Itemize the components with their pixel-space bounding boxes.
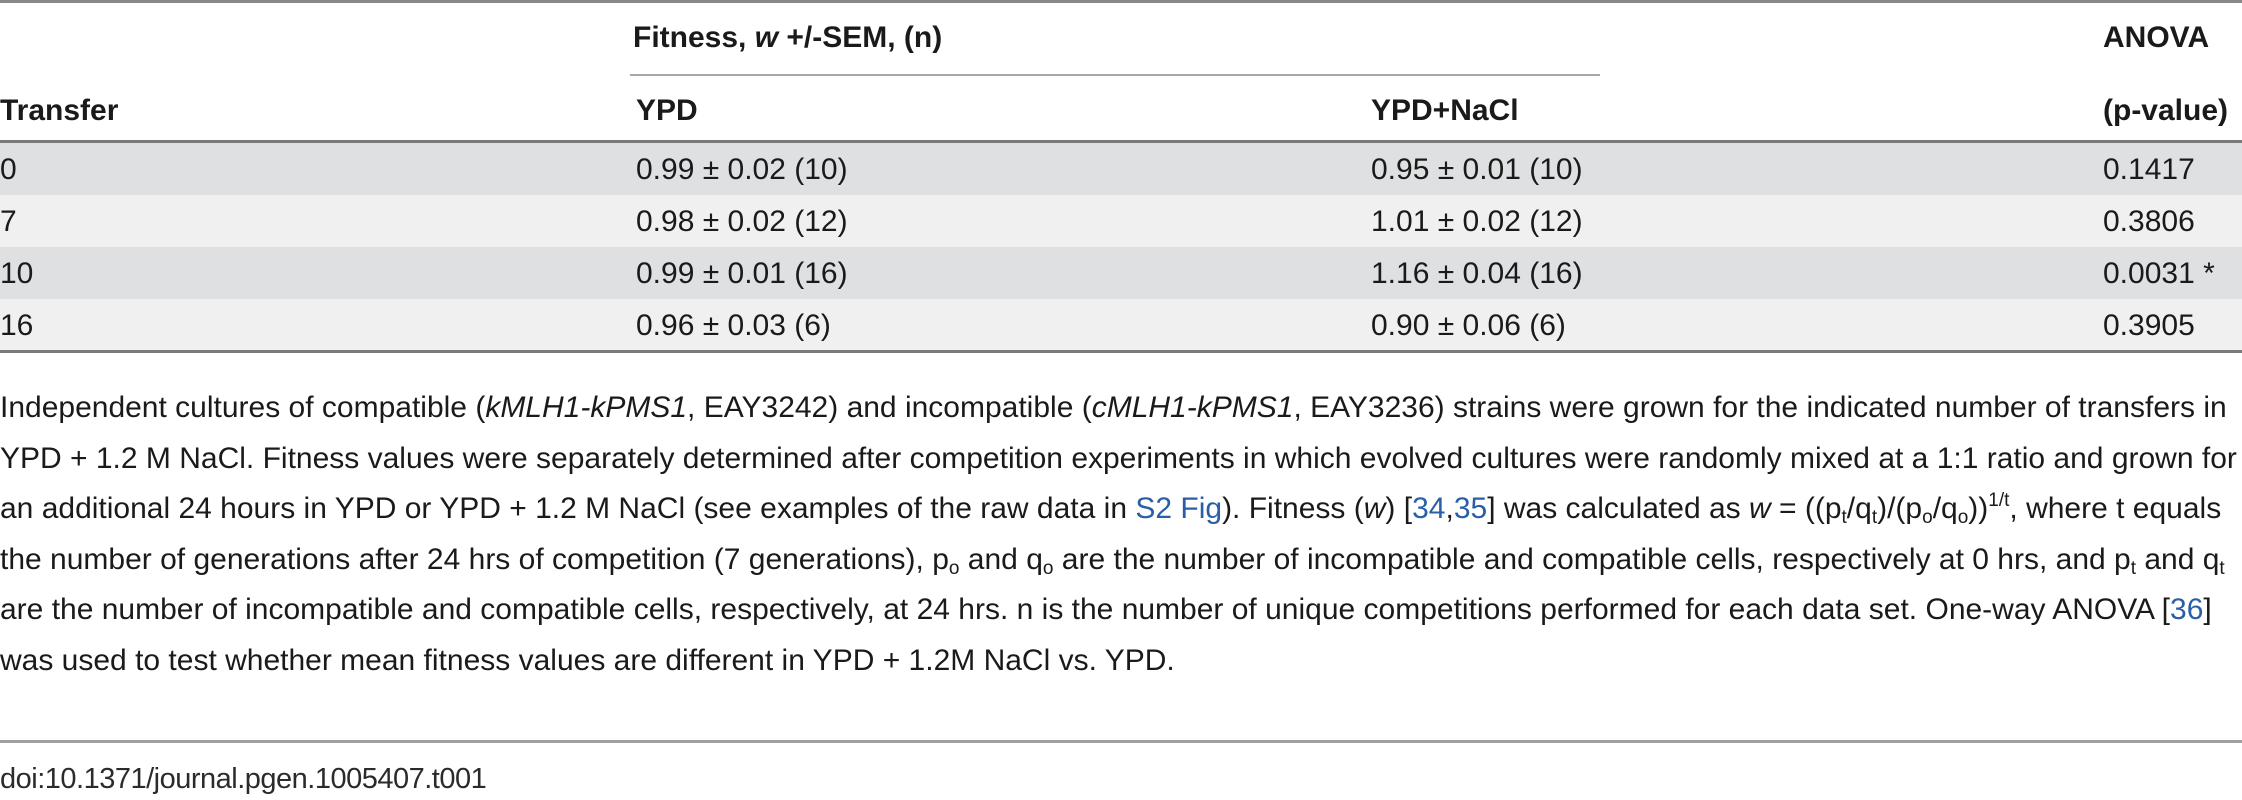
reference-36-link[interactable]: 36 <box>2170 593 2204 626</box>
table-bottom-rule <box>0 350 2242 353</box>
reference-34-link[interactable]: 34 <box>1412 492 1446 525</box>
ypd-nacl-cell: 1.01 ± 0.02 (12) <box>1371 205 1583 238</box>
fitness-group-underline <box>630 74 1600 76</box>
table-row <box>0 143 2242 195</box>
fitness-group-header: Fitness, w +/-SEM, (n) <box>633 21 943 54</box>
pvalue-cell: 0.0031 * <box>2103 257 2215 290</box>
footer-rule <box>0 740 2242 743</box>
ypd-cell: 0.96 ± 0.03 (6) <box>636 309 831 342</box>
transfer-cell: 0 <box>0 153 17 186</box>
doi-label: doi:10.1371/journal.pgen.1005407.t001 <box>0 763 487 795</box>
transfer-cell: 10 <box>0 257 34 290</box>
ypd-cell: 0.99 ± 0.01 (16) <box>636 257 848 290</box>
ypd-cell: 0.99 ± 0.02 (10) <box>636 153 848 186</box>
ypd-nacl-column-header: YPD+NaCl <box>1371 94 1519 127</box>
s2-fig-link[interactable]: S2 Fig <box>1135 492 1223 525</box>
transfer-cell: 7 <box>0 205 17 238</box>
pvalue-cell: 0.1417 <box>2103 153 2195 186</box>
ypd-column-header: YPD <box>636 94 698 127</box>
transfer-column-header: Transfer <box>0 94 119 127</box>
table-row <box>0 195 2242 247</box>
ypd-nacl-cell: 1.16 ± 0.04 (16) <box>1371 257 1583 290</box>
ypd-cell: 0.98 ± 0.02 (12) <box>636 205 848 238</box>
ypd-nacl-cell: 0.90 ± 0.06 (6) <box>1371 309 1566 342</box>
pvalue-cell: 0.3905 <box>2103 309 2195 342</box>
anova-header: ANOVA <box>2103 21 2210 54</box>
table-caption: Independent cultures of compatible (kMLH1-kPMS1, EAY3242) and incompatible (cMLH1-kPMS1, EAY3236) strains were grown for the indicated number of transfers in YPD + 1.2 M NaCl. Fitness values were separately determined after competition experiments in which evolved cultures were randomly mixed at a 1:1 ratio and grown for an additional 24 hours in YPD or YPD + 1.2 M NaCl (see examples of the raw data in S2 Fig). Fitness (w) [34,35] was calculated as $w = ((p_t/q_t)/(p_o/q_o))^{1/t}$, where t equals the number of generations after 24 hrs of competition (7 generations), $p_o$ and $q_o$ are the number of incompatible and compatible cells, respectively at 0 hrs, and $p_t$ and $q_t$ are the number of incompatible and compatible cells, respectively, at 24 hrs. n is the number of unique competitions performed for each data set. One-way ANOVA [36] was used to test whether mean fitness values are different in YPD + 1.2M NaCl vs. YPD. <box>0 391 2237 677</box>
transfer-cell: 16 <box>0 309 34 342</box>
pvalue-column-header: (p-value) <box>2103 94 2229 127</box>
pvalue-cell: 0.3806 <box>2103 205 2195 238</box>
table-top-rule <box>0 0 2242 3</box>
ypd-nacl-cell: 0.95 ± 0.01 (10) <box>1371 153 1583 186</box>
table-row <box>0 247 2242 299</box>
reference-35-link[interactable]: 35 <box>1453 492 1488 525</box>
table-row <box>0 299 2242 351</box>
